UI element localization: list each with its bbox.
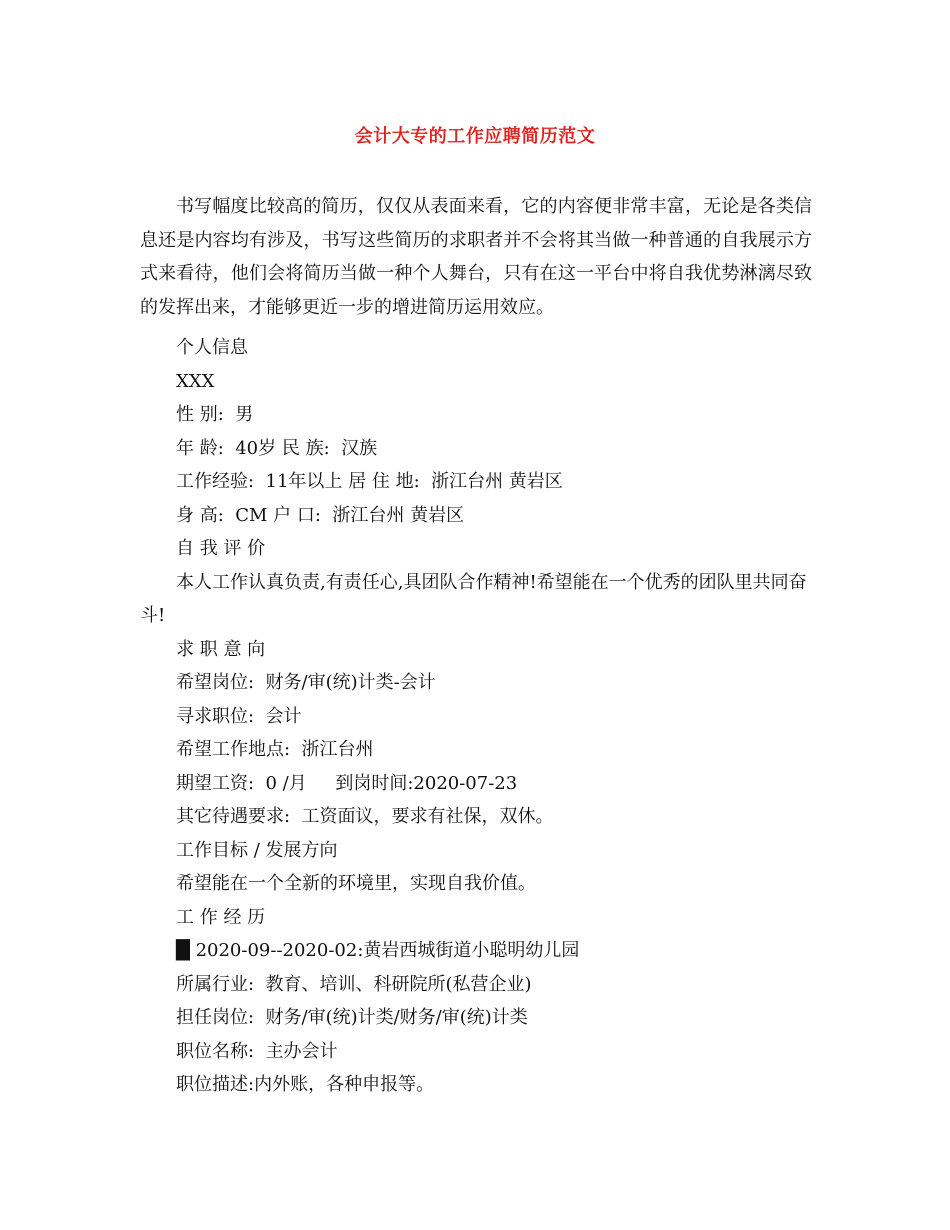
work-history-entry-heading: █ 2020-09--2020-02:黄岩西城街道小聪明幼儿园	[176, 940, 580, 961]
section-heading-job-intention: 求 职 意 向	[176, 638, 266, 660]
job-description-line: 职位描述:内外账，各种申报等。	[176, 1074, 435, 1095]
section-heading-self-evaluation: 自 我 评 价	[176, 538, 266, 559]
sought-position-line: 寻求职位: 会计	[176, 705, 302, 727]
section-heading-work-history: 工 作 经 历	[176, 906, 266, 928]
career-goal-text: 希望能在一个全新的环境里，实现自我价值。	[176, 873, 536, 894]
resume-body	[140, 331, 816, 1102]
held-position-line: 担任岗位: 财务/审(统)计类/财务/审(统)计类	[176, 1007, 528, 1028]
salary-start-date-line: 期望工资: 0 /月 到岗时间:2020-07-23	[176, 772, 518, 794]
job-title-line: 职位名称: 主办会计	[176, 1040, 338, 1062]
other-benefits-line: 其它待遇要求: 工资面议，要求有社保，双休。	[176, 806, 554, 827]
height-hukou-line: 身 高: CM 户 口: 浙江台州 黄岩区	[176, 504, 465, 526]
document-title: 会计大专的工作应聘简历范文	[354, 126, 596, 147]
desired-location-line: 希望工作地点: 浙江台州	[176, 739, 374, 760]
desired-position-line: 希望岗位: 财务/审(统)计类-会计	[176, 672, 436, 693]
self-evaluation-text: 本人工作认真负责,有责任心,具团队合作精神!希望能在一个优秀的团队里共同奋斗!	[140, 571, 807, 626]
intro-paragraph: 书写幅度比较高的简历，仅仅从表面来看，它的内容便非常丰富，无论是各类信息还是内容均有涉及，书写这些简历的求职者并不会将其当做一种普通的自我展示方式来看待，他们会将简历当做一种个人舞台，只有在这一平台中将自我优势淋漓尽致的发挥出来，才能够更近一步的增进简历运用效应。	[140, 196, 812, 318]
section-heading-personal-info: 个人信息	[176, 337, 248, 358]
name-line: XXX	[176, 370, 215, 392]
section-heading-career-goal: 工作目标 / 发展方向	[176, 839, 338, 861]
experience-residence-line: 工作经验: 11年以上 居 住 地: 浙江台州 黄岩区	[176, 471, 563, 492]
age-ethnicity-line: 年 龄: 40岁 民 族: 汉族	[176, 437, 378, 459]
industry-line: 所属行业: 教育、培训、科研院所(私营企业)	[176, 973, 532, 995]
gender-line: 性 别: 男	[176, 404, 254, 425]
